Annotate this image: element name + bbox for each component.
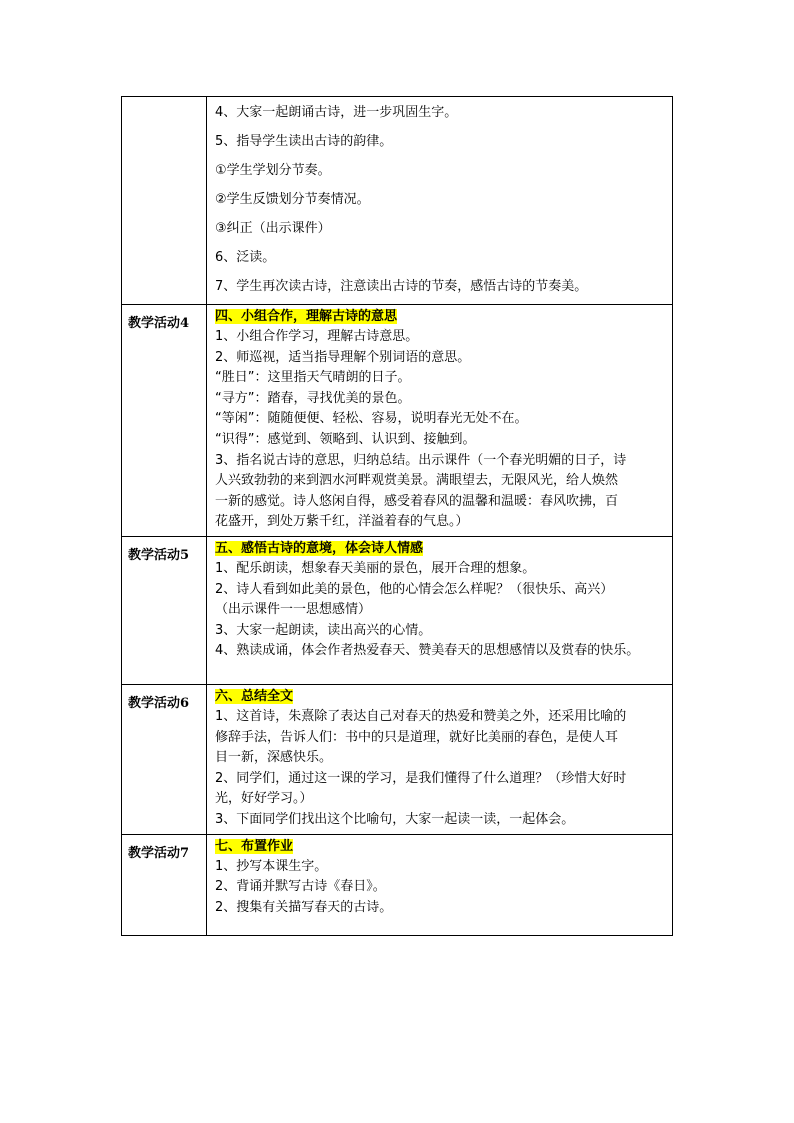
activity-line: “胜日”：这里指天气晴朗的日子。: [215, 370, 411, 386]
activity-line: 4、熟读成诵，体会作者热爱春天、赞美春天的思想感情以及赏春的快乐。: [215, 643, 640, 659]
activity-line: 1、小组合作学习，理解古诗意思。: [215, 329, 419, 344]
activity-line: “识得”：感觉到、领略到、认识到、接触到。: [215, 431, 476, 447]
lesson-plan-table: [121, 96, 673, 936]
activity-line: ②学生反馈划分节奏情况。: [215, 192, 370, 207]
activity-heading-text: 五、感悟古诗的意境，体会诗人情感: [215, 540, 424, 556]
activity-line: 2、搜集有关描写春天的古诗。: [215, 899, 393, 915]
activity-label: 教学活动6: [128, 695, 190, 711]
activity-label-cell: [122, 97, 207, 305]
activity-label-cell: [122, 834, 207, 935]
activity-line: （出示课件一一思想感情）: [215, 602, 372, 618]
activity-line: 人兴致勃勃的来到泗水河畔观赏美景。满眼望去，无限风光，给人焕然: [215, 473, 619, 489]
activity-content-cell: [207, 305, 673, 537]
activity-line: 3、大家一起朗读，读出高兴的心情。: [215, 622, 432, 638]
activity-label-cell: [122, 305, 207, 537]
lesson-plan-body: [122, 97, 673, 936]
activity-line: 目一新，深感快乐。: [215, 750, 333, 766]
activity-label: [122, 97, 206, 105]
activity-heading: [215, 307, 666, 327]
activity-line: 2、背诵并默写古诗《春日》。: [215, 879, 386, 895]
activity-line: 2、诗人看到如此美的景色，他的心情会怎么样呢？（很快乐、高兴）: [215, 581, 614, 597]
activity-label-cell: [122, 536, 207, 684]
activity-line: “等闲”：随随便便、轻松、容易，说明春光无处不在。: [215, 411, 528, 427]
activity-content-cell: [207, 834, 673, 935]
activity-line: 1、这首诗，朱熹除了表达自己对春天的热爱和赞美之外，还采用比喻的: [215, 708, 627, 724]
activity-heading-text: 七、布置作业: [215, 838, 294, 854]
activity-line: 1、抄写本课生字。: [215, 858, 328, 874]
activity-content-cell: [207, 97, 673, 305]
activity-line: 4、大家一起朗诵古诗，进一步巩固生字。: [215, 105, 458, 120]
activity-label-cell: [122, 684, 207, 834]
activity-heading: [215, 687, 666, 707]
activity-line: ①学生学划分节奏。: [215, 163, 331, 178]
activity-heading: [215, 539, 666, 559]
table-row: [122, 97, 673, 305]
activity-label: 教学活动4: [128, 316, 190, 331]
activity-line: 3、下面同学们找出这个比喻句，大家一起读一读，一起体会。: [215, 811, 575, 827]
table-row: [122, 834, 673, 935]
activity-line: ③纠正（出示课件）: [215, 221, 331, 236]
activity-line: “寻方”：踏春，寻找优美的景色。: [215, 390, 411, 406]
activity-line: 6、泛读。: [215, 250, 276, 265]
activity-line: 修辞手法，告诉人们：书中的只是道理，就好比美丽的春色，是使人耳: [215, 729, 619, 745]
activity-label: 教学活动5: [128, 547, 190, 563]
activity-content-cell: [207, 536, 673, 684]
activity-line: 5、指导学生读出古诗的韵律。: [215, 134, 393, 149]
activity-line: 花盛开，到处万紫千红，洋溢着春的气息。）: [215, 514, 469, 530]
activity-content-cell: [207, 684, 673, 834]
activity-line: 一新的感觉。诗人悠闲自得，感受着春风的温馨和温暖：春风吹拂，百: [215, 493, 619, 509]
activity-label: 教学活动7: [128, 845, 190, 861]
activity-heading-text: 四、小组合作，理解古诗的意思: [215, 309, 398, 324]
table-row: [122, 684, 673, 834]
activity-heading-text: 六、总结全文: [215, 688, 294, 704]
table-row: [122, 536, 673, 684]
activity-line: 1、配乐朗读，想象春天美丽的景色，展开合理的想象。: [215, 560, 536, 576]
activity-heading: [215, 837, 666, 857]
activity-line: 光，好好学习。）: [215, 791, 313, 807]
table-row: [122, 305, 673, 537]
activity-line: 2、师巡视，适当指导理解个别词语的意思。: [215, 349, 471, 365]
activity-line: 2、同学们，通过这一课的学习，是我们懂得了什么道理？（珍惜大好时: [215, 770, 627, 786]
activity-line: 3、指名说古诗的意思，归纳总结。出示课件（一个春光明媚的日子，诗: [215, 452, 627, 468]
activity-line: 7、学生再次读古诗，注意读出古诗的节奏，感悟古诗的节奏美。: [215, 279, 588, 294]
